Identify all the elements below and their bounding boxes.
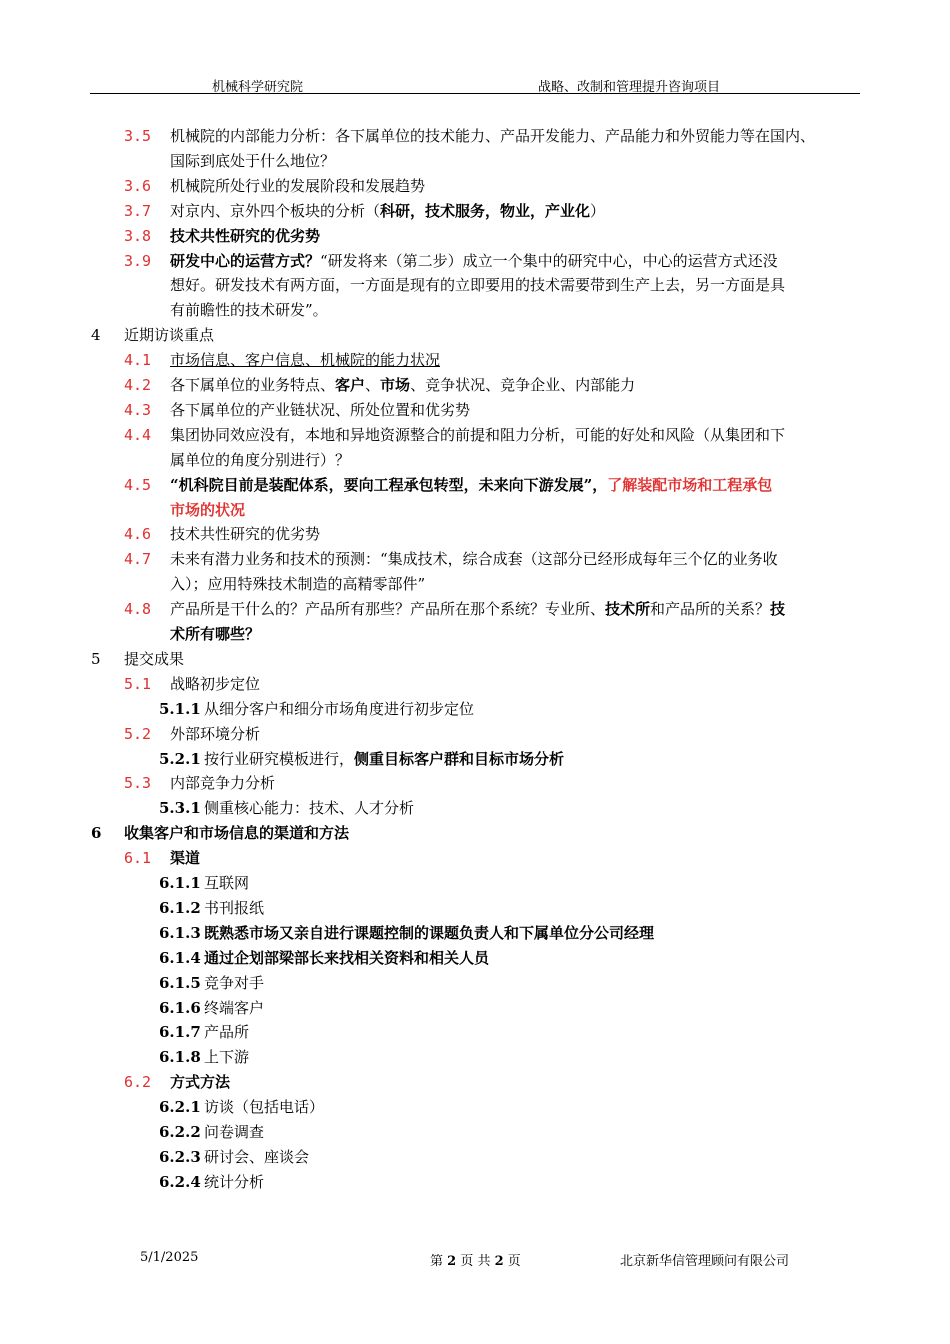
outline-text: 互联网 (204, 874, 250, 892)
header-left-title: 机械科学研究院 (212, 80, 304, 95)
outline-text: 方式方法 (170, 1073, 231, 1092)
outline-text: 集团协同效应没有，本地和异地资源整合的前提和阻力分析，可能的好处和风险（从集团和下 (170, 425, 786, 444)
outline-number: 4.5 (124, 475, 152, 494)
outline-number: 4 (91, 326, 101, 345)
outline-number: 6.1.5 (159, 973, 201, 992)
outline-text: 对京内、京外四个板块的分析（科研，技术服务，物业，产业化） (170, 201, 606, 220)
outline-text: 收集客户和市场信息的渠道和方法 (124, 824, 350, 843)
outline-number: 3.7 (124, 201, 152, 220)
outline-number: 6.2.2 (159, 1123, 201, 1141)
outline-text: “机科院目前是装配体系，要向工程承包转型，未来向下游发展”，了解装配市场和工程承包 (170, 475, 773, 494)
outline-number: 4.1 (124, 351, 152, 370)
outline-number: 4.3 (124, 400, 152, 419)
outline-text: 上下游 (204, 1048, 250, 1067)
outline-number: 5.2 (124, 724, 152, 743)
outline-number: 5.3 (124, 774, 152, 793)
outline-text: 市场的状况 (170, 500, 246, 519)
outline-number: 5.2.1 (159, 749, 201, 768)
outline-number: 3.5 (124, 127, 152, 145)
outline-text: 机械院所处行业的发展阶段和发展趋势 (170, 176, 426, 195)
outline-text: 渠道 (170, 849, 201, 868)
outline-text: 各下属单位的产业链状况、所处位置和优劣势 (170, 400, 471, 419)
outline-number: 6.1.6 (159, 998, 201, 1017)
outline-text: 各下属单位的业务特点、客户、市场、竞争状况、竞争企业、内部能力 (170, 376, 636, 394)
footer-date: 5/1/2025 (140, 1250, 199, 1265)
footer-page-number: 第 2 页 共 2 页 (430, 1254, 521, 1269)
outline-number: 5.3.1 (159, 799, 201, 818)
outline-text: 产品所 (204, 1023, 250, 1042)
outline-text: 研发中心的运营方式？“研发将来（第二步）成立一个集中的研究中心，中心的运营方式还没 (170, 251, 778, 270)
header-right-title: 战略、改制和管理提升咨询项目 (538, 80, 721, 95)
outline-number: 6.2.3 (159, 1147, 201, 1166)
header-divider (90, 93, 860, 94)
outline-text: 产品所是干什么的？产品所有那些？产品所在那个系统？专业所、技术所和产品所的关系？技 (170, 600, 786, 619)
outline-number: 5.1 (124, 674, 152, 693)
outline-number: 5.1.1 (159, 699, 201, 718)
outline-number: 6.2 (124, 1073, 152, 1092)
outline-text: 技术共性研究的优劣势 (170, 226, 321, 245)
outline-text: 属单位的角度分别进行）？ (170, 450, 351, 469)
outline-text: 问卷调查 (204, 1123, 265, 1141)
outline-text: 战略初步定位 (170, 674, 261, 693)
outline-text: 外部环境分析 (170, 724, 261, 743)
outline-number: 6.1.4 (159, 948, 201, 967)
outline-text: 未来有潜力业务和技术的预测：“集成技术，综合成套（这部分已经形成每年三个亿的业务收 (170, 550, 778, 569)
outline-text: 术所有哪些？ (170, 625, 261, 643)
outline-text: 通过企划部梁部长来找相关资料和相关人员 (204, 948, 490, 967)
outline-number: 3.6 (124, 176, 152, 195)
outline-text: 机械院的内部能力分析：各下属单位的技术能力、产品开发能力、产品能力和外贸能力等在国内、 (170, 127, 816, 145)
outline-text: 有前瞻性的技术研发”。 (170, 301, 328, 320)
outline-text: 提交成果 (124, 649, 185, 668)
outline-number: 3.9 (124, 251, 152, 270)
outline-text: 技术共性研究的优劣势 (170, 525, 321, 544)
outline-number: 6.1.7 (159, 1023, 201, 1042)
outline-number: 4.7 (124, 550, 152, 569)
outline-text: 竞争对手 (204, 973, 265, 992)
outline-text: 终端客户 (204, 998, 265, 1017)
outline-number: 4.6 (124, 525, 152, 544)
outline-text: 近期访谈重点 (124, 326, 215, 345)
outline-number: 3.8 (124, 226, 152, 245)
outline-text: 市场信息、客户信息、机械院的能力状况 (170, 351, 441, 370)
footer-company: 北京新华信管理顾问有限公司 (620, 1254, 790, 1269)
outline-number: 5 (91, 649, 101, 668)
outline-text: 入）；应用特殊技术制造的高精零部件” (170, 575, 426, 594)
outline-text: 访谈（包括电话） (204, 1098, 325, 1117)
outline-text: 统计分析 (204, 1172, 265, 1191)
outline-number: 4.2 (124, 376, 152, 394)
outline-number: 4.4 (124, 425, 152, 444)
outline-text: 侧重核心能力：技术、人才分析 (204, 799, 415, 818)
outline-text: 书刊报纸 (204, 898, 265, 917)
outline-text: 国际到底处于什么地位？ (170, 151, 336, 170)
outline-number: 6.2.4 (159, 1172, 201, 1191)
outline-number: 6.1 (124, 849, 152, 868)
outline-number: 6.1.3 (159, 923, 201, 942)
outline-number: 6.1.8 (159, 1048, 201, 1067)
outline-number: 6.2.1 (159, 1098, 201, 1117)
outline-number: 6.1.2 (159, 898, 201, 917)
outline-text: 既熟悉市场又亲自进行课题控制的课题负责人和下属单位分公司经理 (204, 923, 655, 942)
outline-number: 6.1.1 (159, 874, 201, 892)
outline-text: 从细分客户和细分市场角度进行初步定位 (204, 699, 475, 718)
outline-text: 内部竞争力分析 (170, 774, 276, 793)
outline-number: 6 (91, 824, 102, 843)
outline-text: 想好。研发技术有两方面，一方面是现有的立即要用的技术需要带到生产上去，另一方面是具 (170, 276, 786, 295)
outline-text: 按行业研究模板进行，侧重目标客户群和目标市场分析 (204, 749, 565, 768)
outline-text: 研讨会、座谈会 (204, 1147, 310, 1166)
outline-number: 4.8 (124, 600, 152, 619)
